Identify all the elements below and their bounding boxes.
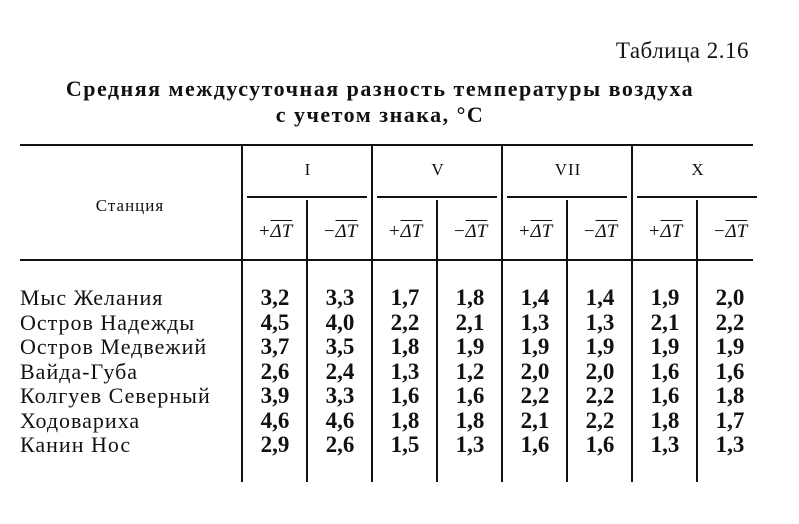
station-name: Мыс Желания	[20, 285, 164, 310]
value-cell: 2,2	[390, 309, 420, 335]
value-cell: 1,6	[455, 383, 485, 408]
table-header-bottom-rule	[20, 259, 753, 261]
value-cell: 1,5	[390, 432, 420, 457]
station-name: Остров Медвежий	[20, 334, 208, 359]
value-cell: 1,6	[650, 383, 680, 408]
value-cell: 4,6	[260, 407, 290, 433]
value-cell: 1,4	[520, 285, 550, 310]
value-cell: 4,5	[260, 309, 290, 335]
value-cell: 2,4	[325, 358, 355, 384]
value-cell: 1,8	[650, 407, 680, 433]
value-cell: 3,7	[260, 334, 290, 359]
value-cell: 1,8	[455, 285, 485, 310]
month-header: X	[691, 160, 705, 179]
plus-delta-t-header: $+\overline{\Delta T}$	[257, 221, 293, 242]
value-cell: 3,2	[260, 285, 290, 310]
table-title-line-2: с учетом знака, °С	[275, 102, 485, 127]
value-cell: 2,1	[455, 309, 485, 335]
value-cell: 2,9	[260, 432, 290, 457]
month-underline	[507, 196, 627, 198]
value-cell: 1,3	[520, 309, 550, 335]
station-column-header: Станция	[95, 196, 165, 215]
month-underline	[247, 196, 367, 198]
month-header: VII	[554, 160, 582, 179]
value-cell: 2,2	[585, 383, 615, 408]
month-header: I	[304, 160, 312, 179]
value-cell: 1,3	[455, 432, 485, 457]
table-number-label: Таблица 2.16	[615, 38, 749, 63]
value-cell: 1,6	[520, 432, 550, 457]
value-cell: 1,7	[390, 285, 420, 310]
value-cell: 2,0	[715, 285, 745, 310]
value-cell: 1,3	[390, 358, 420, 384]
value-cell: 2,2	[715, 309, 745, 335]
month-header: V	[431, 160, 445, 179]
value-cell: 1,6	[650, 358, 680, 384]
value-cell: 2,2	[520, 383, 550, 408]
value-cell: 1,4	[585, 285, 615, 310]
value-cell: 4,6	[325, 407, 355, 433]
table-top-rule	[20, 144, 753, 146]
plus-delta-t-header: $+\overline{\Delta T}$	[387, 221, 423, 242]
month-underline	[637, 196, 757, 198]
station-name: Канин Нос	[20, 432, 132, 457]
value-cell: 1,9	[650, 285, 680, 310]
value-cell: 1,9	[585, 334, 615, 359]
value-cell: 1,6	[390, 383, 420, 408]
value-cell: 3,5	[325, 334, 355, 359]
value-cell: 2,6	[260, 358, 290, 384]
value-cell: 1,6	[715, 358, 745, 384]
value-cell: 1,3	[715, 432, 745, 457]
value-cell: 4,0	[325, 309, 355, 335]
value-cell: 1,6	[585, 432, 615, 457]
value-cell: 3,9	[260, 383, 290, 408]
value-cell: 1,9	[520, 334, 550, 359]
station-name: Ходовариха	[20, 407, 141, 433]
month-underline	[377, 196, 497, 198]
value-cell: 2,2	[585, 407, 615, 433]
station-name: Остров Надежды	[20, 309, 196, 335]
plus-delta-t-header: $+\overline{\Delta T}$	[647, 221, 683, 242]
value-cell: 1,3	[585, 309, 615, 335]
value-cell: 1,8	[390, 334, 420, 359]
value-cell: 2,6	[325, 432, 355, 457]
value-cell: 1,9	[455, 334, 485, 359]
station-name: Колгуев Северный	[20, 383, 211, 408]
value-cell: 2,1	[520, 407, 550, 433]
value-cell: 1,3	[650, 432, 680, 457]
value-cell: 1,8	[390, 407, 420, 433]
value-cell: 3,3	[325, 383, 355, 408]
value-cell: 1,2	[455, 358, 485, 384]
value-cell: 1,8	[455, 407, 485, 433]
value-cell: 2,0	[520, 358, 550, 384]
value-cell: 1,9	[715, 334, 745, 359]
minus-delta-t-header: $-\overline{\Delta T}$	[452, 221, 488, 242]
value-cell: 2,1	[650, 309, 680, 335]
minus-delta-t-header: $-\overline{\Delta T}$	[322, 221, 358, 242]
table-title-line-1: Средняя междусуточная разность температуры воздуха	[65, 76, 695, 101]
value-cell: 1,7	[715, 407, 745, 433]
plus-delta-t-header: $+\overline{\Delta T}$	[517, 221, 553, 242]
value-cell: 1,8	[715, 383, 745, 408]
minus-delta-t-header: $-\overline{\Delta T}$	[582, 221, 618, 242]
value-cell: 1,9	[650, 334, 680, 359]
station-name: Вайда-Губа	[20, 358, 139, 384]
value-cell: 3,3	[325, 285, 355, 310]
minus-delta-t-header: $-\overline{\Delta T}$	[712, 221, 748, 242]
value-cell: 2,0	[585, 358, 615, 384]
